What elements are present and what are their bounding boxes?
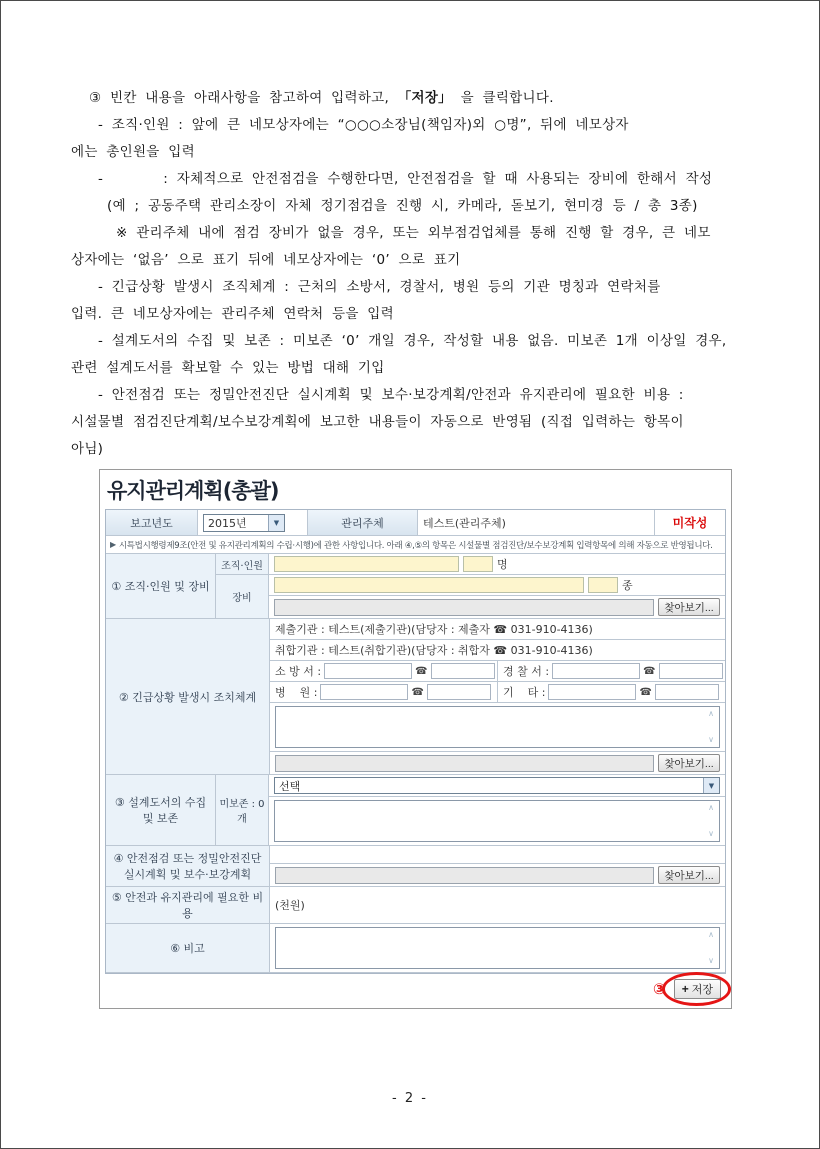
step-annotation: ③ (653, 980, 666, 998)
doc-line: - 안전점검 또는 정밀안전진단 실시계획 및 보수·보강계획/안전과 유지관리에 필요한 비용 : (98, 387, 684, 403)
report-year-value: 2015년 (208, 516, 247, 530)
plan-file-input[interactable] (275, 867, 654, 884)
police-station-label: 경 찰 서 : (503, 665, 550, 678)
status-badge: 미작성 (672, 516, 708, 530)
doc-line: 에는 총인원을 입력 (71, 144, 195, 160)
scroll-up-icon[interactable]: ∧ (708, 930, 714, 939)
doc-line-text: ③ 빈칸 내용을 아래사항을 참고하여 입력하고, (89, 90, 398, 106)
collect-org-text: 취합기관 : 테스트(취합기관)(담당자 : 취합자 ☎ 031-910-4136) (275, 644, 593, 657)
doc-line: ※ 관리주체 내에 점검 장비가 없을 경우, 또는 외부점검업체를 통해 진행 할 경우, 큰 네모 (116, 225, 711, 241)
scroll-down-icon[interactable]: ∨ (708, 956, 714, 965)
scroll-up-icon[interactable]: ∧ (708, 709, 714, 718)
scroll-down-icon[interactable]: ∨ (708, 735, 714, 744)
fire-station-name-input[interactable] (324, 663, 412, 679)
design-doc-select-value: 선택 (279, 779, 301, 793)
emergency-file-input[interactable] (275, 755, 654, 772)
org-personnel-unit: 명 (497, 558, 508, 571)
emergency-browse-button[interactable]: 찾아보기... (658, 754, 720, 772)
hospital-name-input[interactable] (320, 684, 408, 700)
emergency-textarea[interactable] (275, 706, 720, 748)
doc-line: 입력. 큰 네모상자에는 관리주체 연락처 등을 입력 (71, 306, 394, 322)
doc-line: - 조직·인원 : 앞에 큰 네모상자에는 “○○○소장님(책임자)외 ○명”, 뒤에 네모상자 (98, 117, 629, 133)
section4-label: ④ 안전점검 또는 정밀안전진단 실시계획 및 보수·보강계획 (106, 846, 270, 887)
document-text (71, 85, 743, 463)
section3-label: ③ 설계도서의 수집 및 보존 (106, 775, 216, 846)
doc-line: 관련 설계도서를 확보할 수 있는 방법 대해 기입 (71, 360, 385, 376)
design-doc-textarea[interactable] (274, 800, 720, 842)
doc-line (71, 85, 743, 112)
police-station-phone-input[interactable] (659, 663, 723, 679)
equipment-label: 장비 (216, 575, 269, 619)
remarks-textarea[interactable] (275, 927, 720, 969)
doc-line-text: 을 클릭합니다. (451, 90, 554, 106)
scroll-up-icon[interactable]: ∧ (708, 803, 714, 812)
police-station-name-input[interactable] (552, 663, 640, 679)
phone-icon: ☎ (415, 665, 428, 677)
page-number: - 2 - (392, 1091, 428, 1106)
chevron-down-icon[interactable]: ▼ (268, 515, 284, 531)
hospital-label: 병 원 : (275, 686, 318, 699)
doc-line: 상자에는 ‘없음’ 으로 표기 뒤에 네모상자에는 ‘0’ 으로 표기 (71, 252, 461, 268)
unpreserved-count-label: 미보존 : 0개 (216, 775, 269, 846)
plan-browse-button[interactable]: 찾아보기... (658, 866, 720, 884)
design-doc-select[interactable] (274, 777, 720, 794)
form-footer (100, 974, 731, 1004)
notice-row (106, 536, 725, 554)
equipment-count-input[interactable] (588, 577, 618, 593)
section2-label: ② 긴급상황 발생시 조치체계 (106, 619, 270, 775)
doc-line: - 긴급상황 발생시 조직체계 : 근처의 소방서, 경찰서, 병원 등의 기관 명칭과 연락처를 (98, 279, 661, 295)
form-title: 유지관리계획(총괄) (107, 479, 279, 503)
phone-icon: ☎ (639, 686, 652, 698)
doc-line-bold: 「저장」 (397, 90, 452, 106)
section1-row (106, 554, 725, 619)
section6-label: ⑥ 비고 (106, 924, 270, 973)
equipment-input[interactable] (274, 577, 584, 593)
section1-label: ① 조직·인원 및 장비 (106, 554, 216, 619)
cost-unit-text: (천원) (270, 887, 725, 924)
report-year-label: 보고년도 (106, 510, 198, 536)
hospital-phone-input[interactable] (427, 684, 491, 700)
phone-icon: ☎ (411, 686, 424, 698)
doc-line: - 설계도서의 수집 및 보존 : 미보존 ‘0’ 개일 경우, 작성할 내용 없음. 미보존 1개 이상일 경우, (98, 333, 727, 349)
doc-line: (예 ; 공동주택 관리소장이 자체 정기점검을 진행 시, 카메라, 돋보기, 현미경 등 / 총 3종) (107, 198, 698, 214)
doc-line: - : 자체적으로 안전점검을 수행한다면, 안전점검을 할 때 사용되는 장비에 한해서 작성 (98, 171, 713, 187)
etc-name-input[interactable] (548, 684, 636, 700)
section2-row (106, 619, 725, 775)
doc-line: 아님) (71, 441, 104, 457)
equipment-unit: 종 (622, 579, 633, 592)
submit-org-text: 제출기관 : 테스트(제출기관)(담당자 : 제출자 ☎ 031-910-4136) (275, 623, 593, 636)
section3-row (106, 775, 725, 846)
fire-station-phone-input[interactable] (431, 663, 495, 679)
save-button-label: 저장 (691, 984, 713, 996)
section4-row (106, 846, 725, 887)
plus-icon: + (681, 982, 689, 996)
org-personnel-label: 조직·인원 (216, 554, 269, 575)
equipment-file-input[interactable] (274, 599, 654, 616)
fire-station-label: 소 방 서 : (275, 665, 322, 678)
equipment-browse-button[interactable]: 찾아보기... (658, 598, 720, 616)
manager-label: 관리주체 (308, 510, 418, 536)
phone-icon: ☎ (643, 665, 656, 677)
notice-text: 시특법시행령제9조(안전 및 유지관리계획의 수립·시행)에 관한 사항입니다. 아래 ④,⑤의 항목은 시설물별 점검진단/보수보강계획 입력항목에 의해 자동으로 반영됩니다. (118, 540, 713, 551)
doc-line: 시설물별 점검진단계획/보수보강계획에 보고한 내용들이 자동으로 반영됨 (직접 입력하는 항목이 (71, 414, 684, 430)
chevron-down-icon[interactable]: ▼ (703, 778, 719, 793)
form-header-row (106, 510, 725, 536)
etc-label: 기 타 : (503, 686, 546, 699)
report-year-select[interactable] (203, 514, 285, 532)
manager-value: 테스트(관리주체) (418, 510, 655, 536)
etc-phone-input[interactable] (655, 684, 719, 700)
section6-row (106, 924, 725, 973)
org-personnel-count-input[interactable] (463, 556, 493, 572)
triangle-marker-icon: ▶ (110, 540, 116, 549)
save-button[interactable] (674, 979, 721, 999)
embedded-screenshot (99, 469, 732, 1009)
org-personnel-input[interactable] (274, 556, 459, 572)
scroll-down-icon[interactable]: ∨ (708, 829, 714, 838)
section5-label: ⑤ 안전과 유지관리에 필요한 비용 (106, 887, 270, 924)
form-table (105, 509, 726, 974)
section5-row (106, 887, 725, 924)
